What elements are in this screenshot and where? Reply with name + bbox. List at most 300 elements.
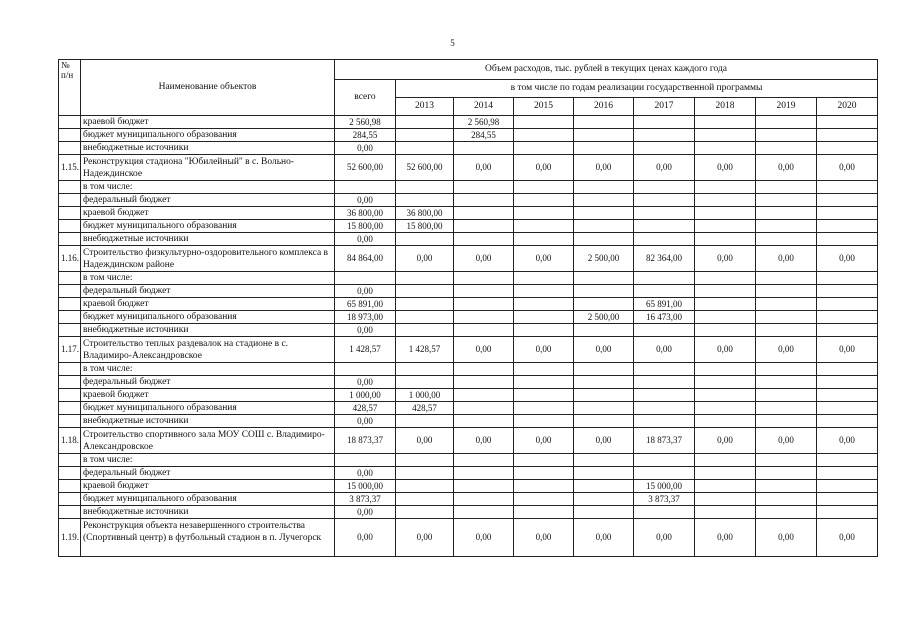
row-year-value <box>396 376 454 389</box>
row-year-value <box>756 389 817 402</box>
row-name: краевой бюджет <box>81 207 335 220</box>
row-year-value <box>817 142 878 155</box>
table-header <box>59 60 878 116</box>
row-year-value: 2 500,00 <box>574 311 634 324</box>
row-year-value <box>695 272 756 285</box>
row-year-value <box>817 467 878 480</box>
row-year-value: 0,00 <box>634 519 695 557</box>
row-year-value <box>634 285 695 298</box>
header-year: 2020 <box>817 98 878 116</box>
row-total: 3 873,37 <box>335 493 396 506</box>
row-year-value <box>817 285 878 298</box>
row-year-value <box>574 207 634 220</box>
row-year-value <box>756 285 817 298</box>
row-number: 1.18. <box>59 428 81 454</box>
row-year-value <box>574 506 634 519</box>
row-year-value: 0,00 <box>817 155 878 181</box>
row-year-value <box>695 363 756 376</box>
row-name: краевой бюджет <box>81 116 335 129</box>
table-row <box>59 142 878 155</box>
row-year-value <box>454 311 514 324</box>
row-name: внебюджетные источники <box>81 142 335 155</box>
row-name: Реконструкция объекта незавершенного строительства (Спортивный центр) в футбольный стадион в п. Лучегорск <box>81 519 335 557</box>
row-year-value <box>695 415 756 428</box>
row-total: 428,57 <box>335 402 396 415</box>
table-row <box>59 493 878 506</box>
page-number: 5 <box>450 38 455 48</box>
row-number <box>59 506 81 519</box>
row-number <box>59 207 81 220</box>
row-year-value: 3 873,37 <box>634 493 695 506</box>
table-row <box>59 298 878 311</box>
row-year-value: 0,00 <box>514 155 574 181</box>
header-expenses: Объем расходов, тыс. рублей в текущих ценах каждого года <box>335 60 878 80</box>
row-year-value <box>574 376 634 389</box>
row-year-value <box>454 506 514 519</box>
row-year-value: 0,00 <box>695 519 756 557</box>
row-number <box>59 272 81 285</box>
row-year-value <box>817 181 878 194</box>
row-year-value <box>454 142 514 155</box>
row-number <box>59 389 81 402</box>
row-year-value <box>454 415 514 428</box>
row-name: Строительство теплых раздевалок на стадионе в с. Владимиро-Александровское <box>81 337 335 363</box>
row-number <box>59 298 81 311</box>
row-name: краевой бюджет <box>81 480 335 493</box>
row-year-value: 1 000,00 <box>396 389 454 402</box>
row-number <box>59 376 81 389</box>
header-year: 2013 <box>396 98 454 116</box>
row-name: федеральный бюджет <box>81 285 335 298</box>
row-year-value <box>396 480 454 493</box>
row-name: внебюджетные источники <box>81 506 335 519</box>
table-row <box>59 194 878 207</box>
table-row <box>59 376 878 389</box>
row-year-value <box>396 363 454 376</box>
row-year-value <box>514 389 574 402</box>
row-number <box>59 285 81 298</box>
row-year-value <box>574 467 634 480</box>
header-year: 2014 <box>454 98 514 116</box>
row-year-value <box>454 493 514 506</box>
row-year-value <box>695 181 756 194</box>
row-total: 18 873,37 <box>335 428 396 454</box>
row-year-value <box>514 506 574 519</box>
row-year-value <box>574 415 634 428</box>
row-total: 0,00 <box>335 233 396 246</box>
row-total: 0,00 <box>335 194 396 207</box>
row-year-value <box>634 181 695 194</box>
row-year-value <box>695 298 756 311</box>
row-year-value <box>396 311 454 324</box>
row-year-value: 0,00 <box>695 428 756 454</box>
object-row <box>59 428 878 454</box>
row-total: 52 600,00 <box>335 155 396 181</box>
row-year-value <box>756 467 817 480</box>
table-body <box>59 116 878 557</box>
table-row <box>59 363 878 376</box>
table-row <box>59 467 878 480</box>
row-year-value <box>756 220 817 233</box>
row-year-value <box>634 415 695 428</box>
row-year-value <box>514 324 574 337</box>
row-name: федеральный бюджет <box>81 467 335 480</box>
row-year-value <box>454 298 514 311</box>
header-total: всего <box>335 80 396 116</box>
table-row <box>59 116 878 129</box>
row-year-value <box>817 363 878 376</box>
row-year-value <box>756 363 817 376</box>
row-number <box>59 116 81 129</box>
row-year-value <box>574 233 634 246</box>
row-year-value <box>454 467 514 480</box>
row-year-value <box>454 272 514 285</box>
row-number <box>59 493 81 506</box>
row-year-value <box>695 506 756 519</box>
row-name: федеральный бюджет <box>81 376 335 389</box>
row-year-value <box>514 363 574 376</box>
row-year-value <box>454 194 514 207</box>
row-year-value <box>634 506 695 519</box>
row-year-value: 0,00 <box>454 337 514 363</box>
row-year-value: 0,00 <box>756 155 817 181</box>
row-year-value: 0,00 <box>574 519 634 557</box>
row-number <box>59 220 81 233</box>
row-year-value <box>514 311 574 324</box>
row-number <box>59 311 81 324</box>
row-year-value <box>817 506 878 519</box>
row-number <box>59 181 81 194</box>
row-year-value: 284,55 <box>454 129 514 142</box>
row-year-value <box>634 220 695 233</box>
row-year-value: 0,00 <box>634 337 695 363</box>
row-name: Реконструкция стадиона "Юбилейный" в с. Вольно-Надеждинское <box>81 155 335 181</box>
row-number: 1.19. <box>59 519 81 557</box>
row-name: бюджет муниципального образования <box>81 311 335 324</box>
row-total <box>335 363 396 376</box>
row-year-value <box>817 220 878 233</box>
row-year-value <box>756 129 817 142</box>
row-year-value <box>634 402 695 415</box>
row-year-value <box>454 402 514 415</box>
row-year-value <box>396 285 454 298</box>
table-row <box>59 207 878 220</box>
row-year-value <box>695 454 756 467</box>
row-total: 15 000,00 <box>335 480 396 493</box>
table-row <box>59 454 878 467</box>
row-number <box>59 415 81 428</box>
row-year-value <box>756 207 817 220</box>
row-year-value <box>454 285 514 298</box>
row-year-value <box>514 415 574 428</box>
row-name: бюджет муниципального образования <box>81 129 335 142</box>
row-year-value <box>574 285 634 298</box>
row-number <box>59 480 81 493</box>
row-total: 1 428,57 <box>335 337 396 363</box>
row-year-value: 0,00 <box>756 246 817 272</box>
row-year-value <box>695 116 756 129</box>
row-year-value <box>514 285 574 298</box>
row-year-value <box>817 480 878 493</box>
row-number <box>59 129 81 142</box>
row-year-value <box>634 207 695 220</box>
table-row <box>59 480 878 493</box>
row-year-value <box>634 194 695 207</box>
row-year-value: 0,00 <box>817 428 878 454</box>
object-row <box>59 246 878 272</box>
table-row <box>59 311 878 324</box>
row-year-value <box>396 272 454 285</box>
row-year-value: 0,00 <box>454 428 514 454</box>
header-number: № п/н <box>59 60 81 116</box>
row-year-value <box>756 493 817 506</box>
row-year-value <box>634 389 695 402</box>
row-year-value <box>454 389 514 402</box>
row-year-value <box>695 285 756 298</box>
header-by-years: в том числе по годам реализации государственной программы <box>396 80 878 98</box>
table-row <box>59 506 878 519</box>
row-year-value <box>817 116 878 129</box>
row-year-value <box>756 324 817 337</box>
row-year-value: 0,00 <box>514 519 574 557</box>
header-name: Наименование объектов <box>81 60 335 116</box>
row-year-value <box>454 233 514 246</box>
row-year-value <box>817 207 878 220</box>
row-year-value <box>574 142 634 155</box>
row-total: 18 973,00 <box>335 311 396 324</box>
row-year-value <box>574 402 634 415</box>
row-year-value <box>817 129 878 142</box>
row-year-value <box>574 493 634 506</box>
row-year-value <box>454 181 514 194</box>
row-total: 0,00 <box>335 142 396 155</box>
row-year-value <box>695 493 756 506</box>
table-row <box>59 233 878 246</box>
table-row <box>59 129 878 142</box>
row-year-value <box>574 363 634 376</box>
row-name: внебюджетные источники <box>81 324 335 337</box>
row-year-value <box>574 454 634 467</box>
row-year-value <box>634 467 695 480</box>
row-total: 1 000,00 <box>335 389 396 402</box>
row-year-value: 2 500,00 <box>574 246 634 272</box>
row-year-value <box>454 363 514 376</box>
row-total: 15 800,00 <box>335 220 396 233</box>
table-row <box>59 285 878 298</box>
row-name: в том числе: <box>81 181 335 194</box>
row-year-value <box>817 454 878 467</box>
row-year-value: 0,00 <box>817 337 878 363</box>
row-year-value <box>514 129 574 142</box>
row-total <box>335 181 396 194</box>
row-year-value <box>634 233 695 246</box>
row-total <box>335 454 396 467</box>
row-year-value: 0,00 <box>574 428 634 454</box>
row-year-value <box>695 194 756 207</box>
header-year: 2015 <box>514 98 574 116</box>
row-total: 0,00 <box>335 285 396 298</box>
row-number: 1.16. <box>59 246 81 272</box>
row-year-value: 0,00 <box>514 337 574 363</box>
row-year-value: 16 473,00 <box>634 311 695 324</box>
header-year: 2019 <box>756 98 817 116</box>
table-row <box>59 415 878 428</box>
row-year-value: 0,00 <box>514 246 574 272</box>
row-year-value <box>514 207 574 220</box>
expenses-table <box>58 59 878 557</box>
row-year-value: 0,00 <box>817 519 878 557</box>
row-name: бюджет муниципального образования <box>81 402 335 415</box>
row-name: бюджет муниципального образования <box>81 220 335 233</box>
row-name: краевой бюджет <box>81 389 335 402</box>
row-year-value: 0,00 <box>695 246 756 272</box>
row-year-value <box>514 220 574 233</box>
row-year-value <box>695 402 756 415</box>
row-year-value: 0,00 <box>396 428 454 454</box>
row-name: внебюджетные источники <box>81 415 335 428</box>
row-year-value: 0,00 <box>396 519 454 557</box>
row-year-value <box>574 389 634 402</box>
row-year-value <box>695 467 756 480</box>
row-year-value <box>756 116 817 129</box>
row-name: Строительство спортивного зала МОУ СОШ с. Владимиро-Александровское <box>81 428 335 454</box>
object-row <box>59 519 878 557</box>
row-year-value <box>514 181 574 194</box>
row-year-value: 0,00 <box>514 428 574 454</box>
row-year-value <box>695 311 756 324</box>
row-year-value <box>574 181 634 194</box>
header-year: 2018 <box>695 98 756 116</box>
row-year-value <box>695 233 756 246</box>
row-total: 0,00 <box>335 415 396 428</box>
row-name: внебюджетные источники <box>81 233 335 246</box>
table-row <box>59 272 878 285</box>
row-year-value <box>817 402 878 415</box>
row-year-value <box>514 142 574 155</box>
object-row <box>59 155 878 181</box>
row-year-value <box>695 207 756 220</box>
row-total: 284,55 <box>335 129 396 142</box>
row-year-value: 15 800,00 <box>396 220 454 233</box>
row-year-value <box>454 220 514 233</box>
row-year-value <box>396 142 454 155</box>
row-year-value <box>514 194 574 207</box>
row-year-value: 0,00 <box>574 155 634 181</box>
row-total <box>335 272 396 285</box>
row-year-value <box>695 324 756 337</box>
row-year-value: 0,00 <box>756 428 817 454</box>
row-year-value: 0,00 <box>695 337 756 363</box>
row-year-value <box>514 116 574 129</box>
row-year-value <box>396 233 454 246</box>
row-year-value <box>396 116 454 129</box>
row-year-value: 15 000,00 <box>634 480 695 493</box>
row-year-value: 0,00 <box>817 246 878 272</box>
row-total: 36 800,00 <box>335 207 396 220</box>
row-year-value <box>817 311 878 324</box>
row-year-value <box>396 298 454 311</box>
row-year-value <box>634 376 695 389</box>
row-year-value <box>514 402 574 415</box>
row-year-value <box>817 194 878 207</box>
row-year-value <box>634 363 695 376</box>
row-number <box>59 233 81 246</box>
row-year-value: 1 428,57 <box>396 337 454 363</box>
table-row <box>59 220 878 233</box>
row-number <box>59 467 81 480</box>
object-row <box>59 337 878 363</box>
row-total: 2 560,98 <box>335 116 396 129</box>
row-total: 0,00 <box>335 324 396 337</box>
row-year-value: 0,00 <box>756 519 817 557</box>
row-year-value <box>514 467 574 480</box>
row-year-value <box>396 454 454 467</box>
row-year-value <box>756 233 817 246</box>
row-year-value <box>514 272 574 285</box>
table-row <box>59 181 878 194</box>
row-name: бюджет муниципального образования <box>81 493 335 506</box>
row-year-value <box>695 142 756 155</box>
row-total: 0,00 <box>335 376 396 389</box>
row-year-value <box>756 311 817 324</box>
row-year-value <box>574 194 634 207</box>
row-year-value <box>756 194 817 207</box>
row-year-value <box>695 389 756 402</box>
row-year-value <box>396 324 454 337</box>
row-year-value <box>817 272 878 285</box>
row-year-value <box>396 506 454 519</box>
row-name: краевой бюджет <box>81 298 335 311</box>
header-year: 2017 <box>634 98 695 116</box>
row-name: в том числе: <box>81 454 335 467</box>
row-total: 65 891,00 <box>335 298 396 311</box>
row-year-value: 52 600,00 <box>396 155 454 181</box>
row-year-value: 65 891,00 <box>634 298 695 311</box>
row-year-value <box>454 376 514 389</box>
row-year-value <box>396 194 454 207</box>
row-year-value <box>454 324 514 337</box>
row-name: в том числе: <box>81 363 335 376</box>
row-year-value: 0,00 <box>695 155 756 181</box>
row-year-value: 18 873,37 <box>634 428 695 454</box>
row-year-value <box>514 298 574 311</box>
row-year-value: 0,00 <box>634 155 695 181</box>
row-year-value <box>454 207 514 220</box>
row-year-value <box>756 506 817 519</box>
row-year-value <box>514 493 574 506</box>
row-year-value <box>514 454 574 467</box>
row-year-value <box>514 480 574 493</box>
row-year-value <box>574 220 634 233</box>
row-year-value <box>634 142 695 155</box>
row-year-value <box>396 493 454 506</box>
row-year-value <box>574 324 634 337</box>
row-year-value <box>756 142 817 155</box>
row-year-value <box>695 129 756 142</box>
row-year-value: 0,00 <box>396 246 454 272</box>
row-name: в том числе: <box>81 272 335 285</box>
row-year-value <box>574 129 634 142</box>
row-year-value <box>514 233 574 246</box>
row-year-value <box>514 376 574 389</box>
row-number <box>59 194 81 207</box>
row-year-value: 0,00 <box>454 519 514 557</box>
table-row <box>59 389 878 402</box>
row-year-value <box>817 376 878 389</box>
row-year-value <box>817 493 878 506</box>
row-year-value <box>396 181 454 194</box>
row-name: Строительство физкультурно-оздоровительного комплекса в Надеждинском районе <box>81 246 335 272</box>
